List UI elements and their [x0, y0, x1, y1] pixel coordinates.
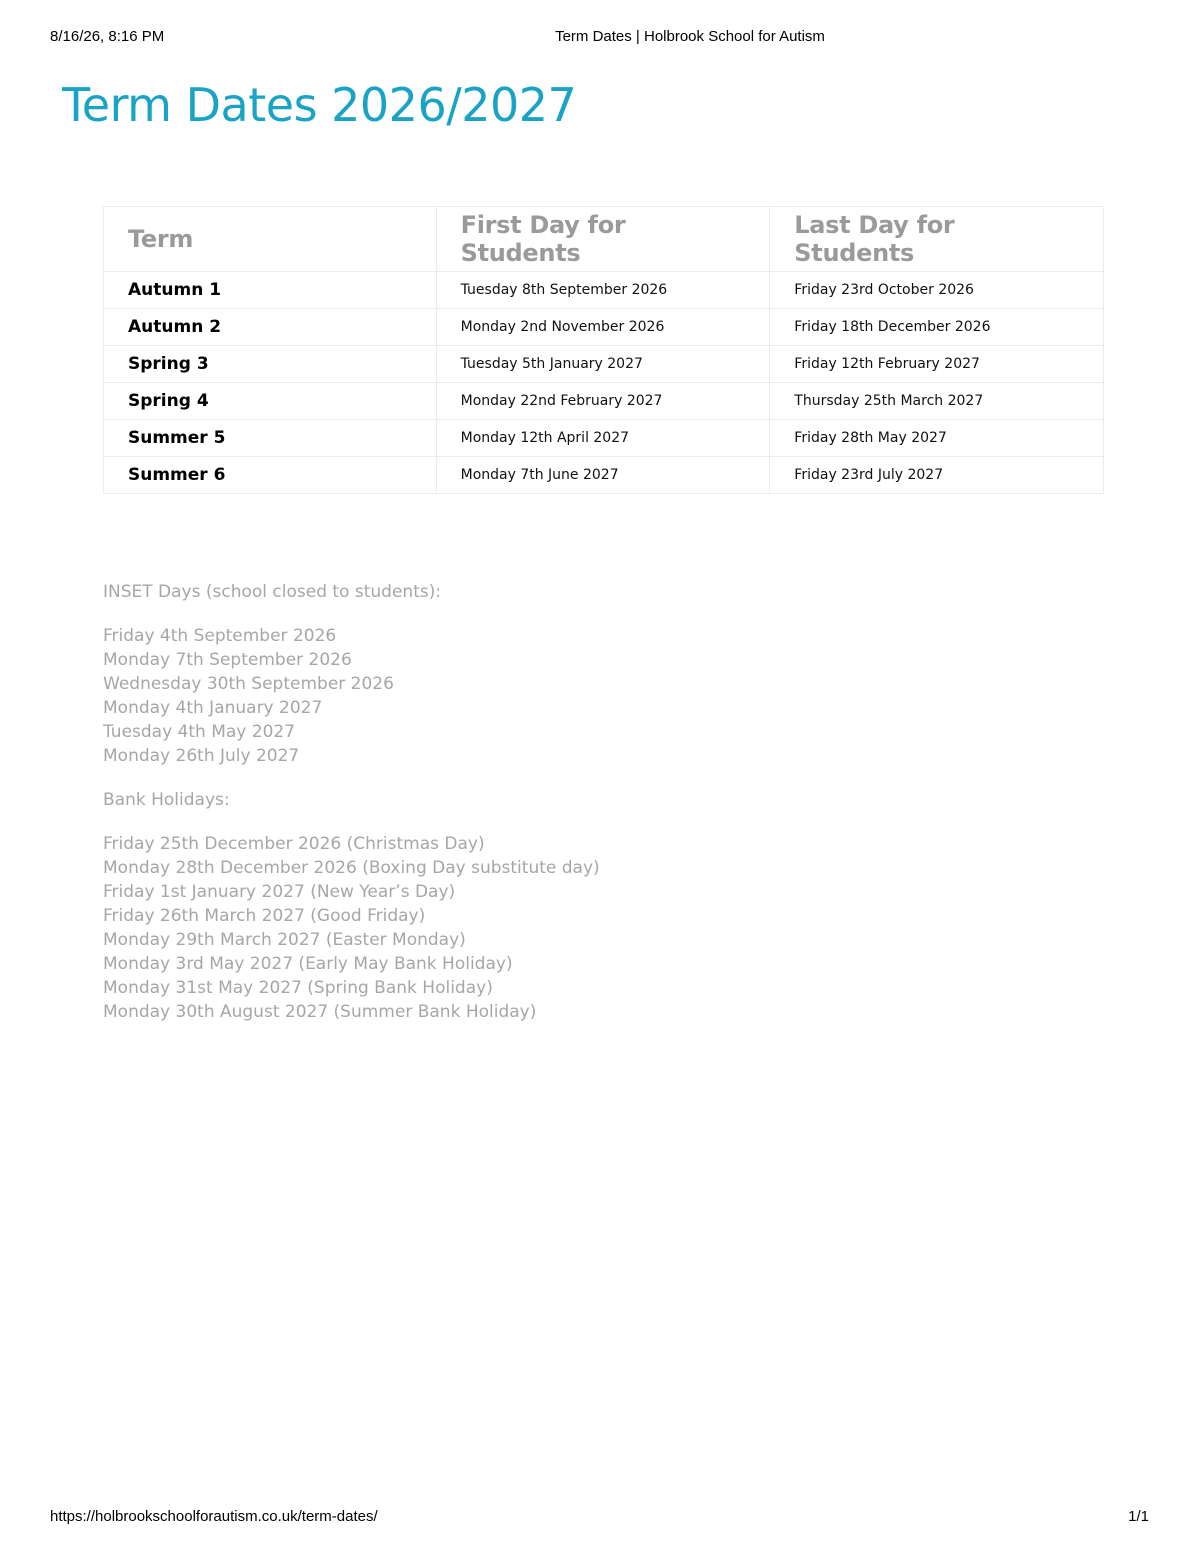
list-item: Friday 25th December 2026 (Christmas Day) — [103, 834, 485, 854]
term-name: Autumn 1 — [104, 272, 437, 309]
term-name: Autumn 2 — [104, 309, 437, 346]
column-header-term: Term — [104, 207, 437, 272]
list-item: Wednesday 30th September 2026 — [103, 674, 394, 694]
bank-holidays-heading: Bank Holidays: — [103, 790, 230, 810]
list-item: Monday 29th March 2027 (Easter Monday) — [103, 930, 466, 950]
column-header-last-day: Last Day for Students — [770, 207, 1104, 272]
table-row — [104, 309, 1104, 346]
list-item: Monday 3rd May 2027 (Early May Bank Holiday) — [103, 954, 513, 974]
first-day: Monday 22nd February 2027 — [436, 383, 770, 420]
print-datetime: 8/16/26, 8:16 PM — [50, 28, 165, 45]
list-item: Monday 31st May 2027 (Spring Bank Holiday) — [103, 978, 493, 998]
last-day: Friday 28th May 2027 — [770, 420, 1104, 457]
term-name: Summer 6 — [104, 457, 437, 494]
first-day: Monday 7th June 2027 — [436, 457, 770, 494]
term-name: Summer 5 — [104, 420, 437, 457]
print-url: https://holbrookschoolforautism.co.uk/term-dates/ — [50, 1508, 378, 1525]
list-item: Monday 28th December 2026 (Boxing Day substitute day) — [103, 858, 600, 878]
last-day: Thursday 25th March 2027 — [770, 383, 1104, 420]
first-day: Monday 12th April 2027 — [436, 420, 770, 457]
list-item: Friday 1st January 2027 (New Year’s Day) — [103, 882, 456, 902]
first-day: Tuesday 8th September 2026 — [436, 272, 770, 309]
last-day: Friday 12th February 2027 — [770, 346, 1104, 383]
inset-days-heading: INSET Days (school closed to students): — [103, 582, 442, 602]
last-day: Friday 23rd July 2027 — [770, 457, 1104, 494]
list-item: Friday 26th March 2027 (Good Friday) — [103, 906, 426, 926]
term-name: Spring 3 — [104, 346, 437, 383]
list-item: Monday 4th January 2027 — [103, 698, 323, 718]
bank-holidays-list — [103, 832, 600, 1024]
term-name: Spring 4 — [104, 383, 437, 420]
last-day: Friday 18th December 2026 — [770, 309, 1104, 346]
list-item: Monday 30th August 2027 (Summer Bank Holiday) — [103, 1002, 537, 1022]
last-day: Friday 23rd October 2026 — [770, 272, 1104, 309]
print-page-number: 1/1 — [1128, 1508, 1149, 1525]
column-header-first-day: First Day for Students — [436, 207, 770, 272]
table-row — [104, 457, 1104, 494]
table-header-row — [104, 207, 1104, 272]
list-item: Monday 26th July 2027 — [103, 746, 300, 766]
page-title: Term Dates 2026/2027 — [62, 78, 577, 132]
list-item: Monday 7th September 2026 — [103, 650, 352, 670]
list-item: Tuesday 4th May 2027 — [103, 722, 296, 742]
first-day: Tuesday 5th January 2027 — [436, 346, 770, 383]
term-notes — [103, 580, 600, 1044]
table-row — [104, 383, 1104, 420]
inset-days-list — [103, 624, 600, 768]
first-day: Monday 2nd November 2026 — [436, 309, 770, 346]
list-item: Friday 4th September 2026 — [103, 626, 337, 646]
print-page-title: Term Dates | Holbrook School for Autism — [555, 28, 825, 45]
table-row — [104, 272, 1104, 309]
table-row — [104, 420, 1104, 457]
table-row — [104, 346, 1104, 383]
term-dates-table — [103, 206, 1104, 494]
